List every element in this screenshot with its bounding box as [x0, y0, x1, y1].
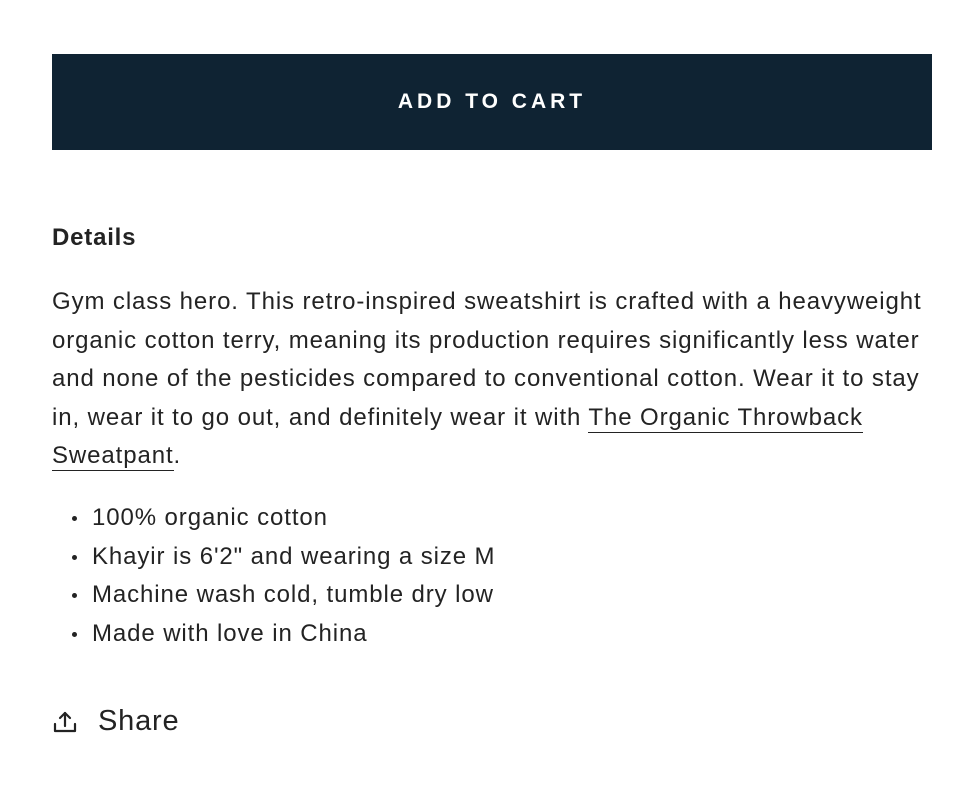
- share-button[interactable]: [52, 705, 179, 738]
- description-text: Gym class hero. This retro-inspired sweatshirt is crafted with a heavyweight organic cotton terry, meaning its production requires significantly less water and none of the pesticides compared to conventional cotton. Wear it to stay in, wear it to go out, and definitely wear it with: [52, 288, 922, 431]
- bullet-text: Khayir is 6'2" and wearing a size M: [92, 542, 496, 570]
- list-item: [52, 499, 495, 538]
- list-item: [52, 576, 495, 615]
- bullet-text: Machine wash cold, tumble dry low: [92, 581, 494, 608]
- list-item: [52, 615, 495, 654]
- list-item: [52, 538, 495, 577]
- share-label: Share: [98, 705, 180, 737]
- bullet-text: Made with love in China: [92, 619, 368, 647]
- bullet-dot: [72, 555, 77, 560]
- bullet-dot: [72, 516, 77, 521]
- share-upload-icon: [52, 709, 78, 735]
- add-to-cart-button[interactable]: ADD TO CART: [52, 54, 932, 150]
- bullet-dot: [72, 593, 77, 598]
- bullet-text: 100% organic cotton: [92, 504, 328, 531]
- details-bullet-list: [52, 499, 495, 653]
- bullet-dot: [72, 632, 77, 637]
- product-description: [52, 283, 932, 476]
- sweatpant-link[interactable]: The Organic Throwback Sweatpant: [52, 403, 863, 469]
- details-heading: Details: [52, 224, 137, 251]
- description-end: .: [173, 442, 182, 469]
